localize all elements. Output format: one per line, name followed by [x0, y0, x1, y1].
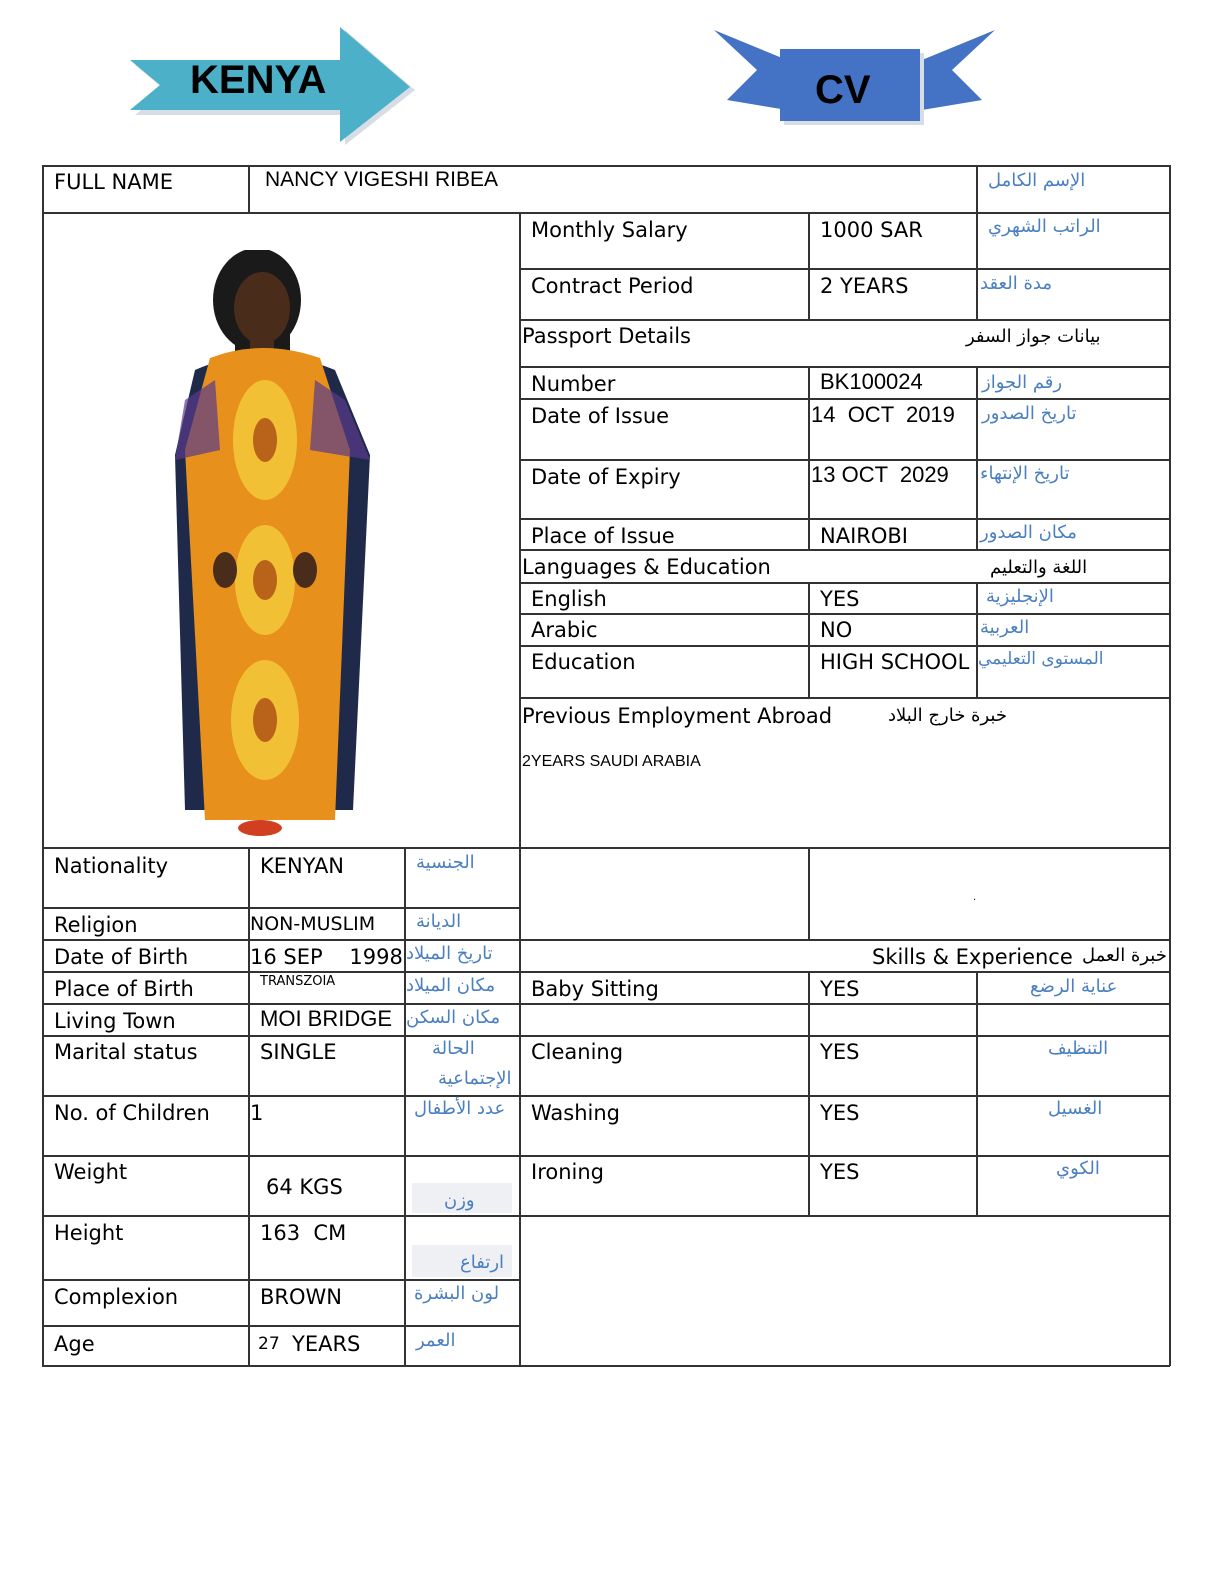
skills-heading-arabic: خبرة العمل — [1082, 945, 1167, 966]
age-arabic: العمر — [416, 1330, 456, 1351]
education-arabic: المستوى التعليمي — [978, 649, 1104, 669]
washing-arabic: الغسيل — [1048, 1098, 1103, 1119]
marital-status-label: Marital status — [54, 1040, 198, 1064]
place-of-birth-arabic: مكان الميلاد — [406, 975, 496, 996]
previous-employment-heading: Previous Employment Abroad — [522, 704, 833, 728]
complexion-arabic: لون البشرة — [414, 1283, 500, 1304]
ironing-label: Ironing — [531, 1160, 604, 1184]
date-of-expiry-arabic: تاريخ الإنتهاء — [980, 463, 1070, 484]
monthly-salary-label: Monthly Salary — [531, 218, 688, 242]
education-label: Education — [531, 650, 636, 674]
monthly-salary-value: 1000 SAR — [820, 218, 923, 242]
height-value: 163 CM — [260, 1221, 347, 1245]
arabic-label: Arabic — [531, 618, 598, 642]
cleaning-arabic: التنظيف — [1048, 1038, 1109, 1059]
date-of-issue-value: 14 OCT 2019 — [811, 402, 955, 427]
arabic-arabic: العربية — [980, 617, 1030, 638]
weight-label: Weight — [54, 1160, 128, 1184]
children-label: No. of Children — [54, 1101, 210, 1125]
date-of-birth-label: Date of Birth — [54, 945, 189, 969]
living-town-arabic: مكان السكن — [406, 1007, 501, 1028]
stray-dot: . — [973, 892, 977, 903]
religion-arabic: الديانة — [416, 911, 462, 932]
english-value: YES — [820, 587, 860, 611]
place-of-issue-value: NAIROBI — [820, 524, 908, 548]
nationality-label: Nationality — [54, 854, 169, 878]
religion-value: NON-MUSLIM — [250, 913, 376, 935]
cv-title: CV — [815, 68, 871, 112]
contract-period-value: 2 YEARS — [820, 274, 909, 298]
children-arabic: عدد الأطفال — [414, 1098, 506, 1119]
languages-heading-arabic: اللغة والتعليم — [990, 557, 1088, 578]
complexion-label: Complexion — [54, 1285, 179, 1309]
full-name-arabic: الإسم الكامل — [988, 170, 1086, 191]
date-of-expiry-label: Date of Expiry — [531, 465, 681, 489]
passport-number-arabic: رقم الجواز — [982, 372, 1063, 393]
monthly-salary-arabic: الراتب الشهري — [988, 216, 1101, 237]
contract-period-label: Contract Period — [531, 274, 694, 298]
age-value-number: 27 — [258, 1334, 280, 1354]
english-label: English — [531, 587, 607, 611]
weight-arabic: وزن — [444, 1190, 475, 1211]
languages-heading: Languages & Education — [522, 555, 771, 579]
ironing-value: YES — [820, 1160, 860, 1184]
arabic-value: NO — [820, 618, 853, 642]
complexion-value: BROWN — [260, 1285, 343, 1309]
place-of-birth-label: Place of Birth — [54, 977, 194, 1001]
baby-sitting-arabic: عناية الرضع — [1030, 976, 1118, 997]
place-of-issue-label: Place of Issue — [531, 524, 675, 548]
contract-period-arabic: مدة العقد — [980, 273, 1052, 294]
full-name-label: FULL NAME — [54, 170, 173, 194]
candidate-photo — [165, 250, 390, 845]
date-of-issue-label: Date of Issue — [531, 404, 670, 428]
age-value-unit: YEARS — [292, 1332, 361, 1356]
previous-employment-arabic: خبرة خارج البلاد — [888, 705, 1007, 726]
full-name-value: NANCY VIGESHI RIBEA — [265, 168, 499, 191]
passport-details-arabic: بيانات جواز السفر — [966, 326, 1101, 347]
living-town-label: Living Town — [54, 1009, 176, 1033]
baby-sitting-value: YES — [820, 977, 860, 1001]
ironing-arabic: الكوي — [1056, 1158, 1100, 1179]
living-town-value: MOI BRIDGE — [260, 1006, 393, 1031]
date-of-birth-arabic: تاريخ الميلاد — [406, 943, 493, 964]
marital-status-value: SINGLE — [260, 1040, 337, 1064]
nationality-value: KENYAN — [260, 854, 345, 878]
marital-status-arabic-2: الإجتماعية — [438, 1068, 512, 1089]
place-of-issue-arabic: مكان الصدور — [980, 522, 1077, 543]
education-value: HIGH SCHOOL — [820, 650, 970, 674]
date-of-expiry-value: 13 OCT 2029 — [811, 462, 949, 487]
cleaning-label: Cleaning — [531, 1040, 624, 1064]
passport-number-label: Number — [531, 372, 616, 396]
baby-sitting-label: Baby Sitting — [531, 977, 659, 1001]
religion-label: Religion — [54, 913, 138, 937]
marital-status-arabic-1: الحالة — [432, 1038, 475, 1059]
place-of-birth-value: TRANSZOIA — [260, 974, 336, 989]
previous-employment-value: 2YEARS SAUDI ARABIA — [522, 753, 701, 770]
cleaning-value: YES — [820, 1040, 860, 1064]
skills-heading: Skills & Experience — [872, 945, 1073, 969]
height-label: Height — [54, 1221, 124, 1245]
height-arabic: ارتفاع — [460, 1252, 505, 1273]
washing-value: YES — [820, 1101, 860, 1125]
age-label: Age — [54, 1332, 95, 1356]
passport-details-heading: Passport Details — [522, 324, 691, 348]
nationality-arabic: الجنسية — [416, 852, 475, 873]
date-of-issue-arabic: تاريخ الصدور — [982, 403, 1077, 424]
washing-label: Washing — [531, 1101, 621, 1125]
weight-value: 64 KGS — [266, 1175, 343, 1199]
children-value: 1 — [250, 1101, 264, 1125]
english-arabic: الإنجليزية — [986, 586, 1054, 607]
passport-number-value: BK100024 — [820, 369, 923, 394]
date-of-birth-value: 16 SEP 1998 — [250, 945, 403, 969]
country-title: KENYA — [190, 58, 327, 102]
